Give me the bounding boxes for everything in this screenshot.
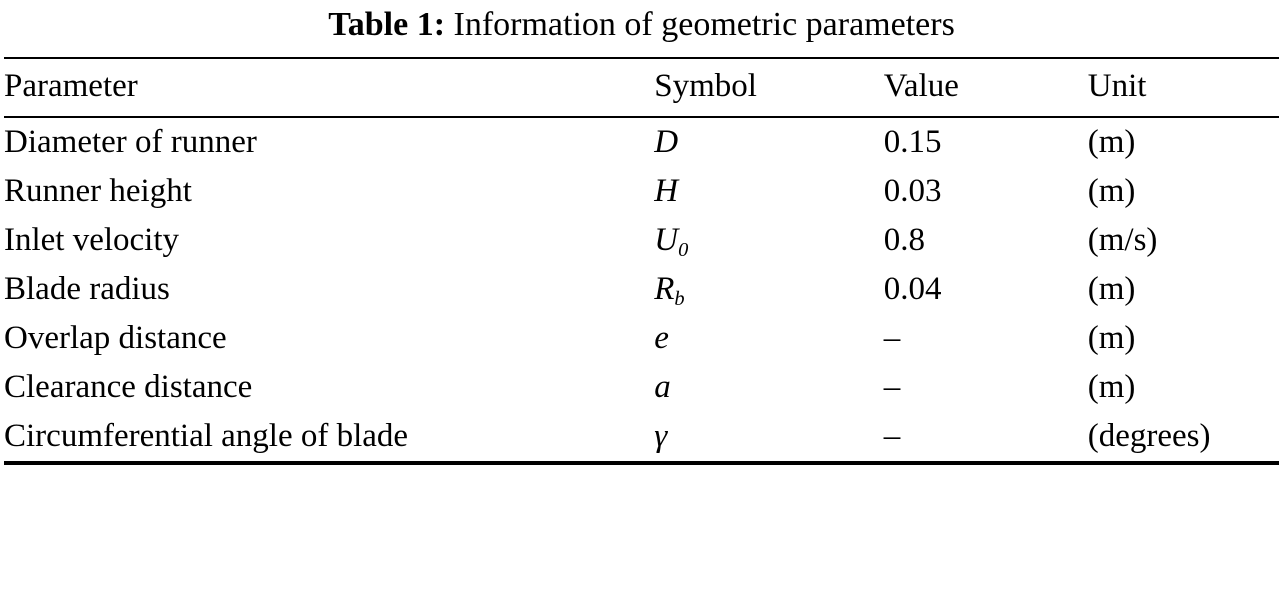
table-caption-text: Information of geometric parameters (453, 6, 955, 43)
table-row (4, 265, 1279, 314)
cell-unit: (m) (1087, 320, 1136, 357)
table-row (4, 117, 1279, 167)
cell-value: – (883, 418, 901, 455)
cell-symbol (654, 265, 884, 314)
cell-value: 0.8 (883, 222, 925, 259)
cell-unit: (m) (1087, 271, 1136, 308)
table-row (4, 167, 1279, 216)
cell-parameter: Runner height (4, 173, 192, 210)
table-header-row (4, 58, 1279, 117)
cell-symbol (654, 117, 884, 167)
cell-symbol (654, 216, 884, 265)
cell-symbol (654, 412, 884, 463)
symbol-text: e (654, 320, 669, 357)
table-row (4, 216, 1279, 265)
cell-parameter: Inlet velocity (4, 222, 180, 259)
cell-unit: (m/s) (1087, 222, 1158, 259)
cell-parameter: Clearance distance (4, 369, 253, 406)
column-header-symbol: Symbol (654, 68, 757, 105)
table-body (4, 117, 1279, 463)
symbol-text: D (654, 124, 679, 161)
cell-unit: (degrees) (1087, 418, 1211, 455)
symbol-subscript: b (674, 288, 685, 311)
cell-symbol (654, 167, 884, 216)
symbol-base: U (654, 222, 679, 259)
geometric-parameters-table (4, 57, 1279, 465)
cell-parameter: Diameter of runner (4, 124, 257, 161)
cell-unit: (m) (1087, 173, 1136, 210)
column-header-parameter: Parameter (4, 68, 138, 105)
symbol-base: R (654, 271, 675, 308)
symbol-text (654, 222, 689, 262)
column-header-unit: Unit (1087, 68, 1147, 105)
cell-parameter: Overlap distance (4, 320, 227, 357)
cell-value: – (883, 369, 901, 406)
symbol-subscript: 0 (678, 239, 689, 262)
table-header (4, 58, 1279, 117)
symbol-text (654, 271, 685, 311)
cell-symbol (654, 314, 884, 363)
symbol-text: γ (654, 418, 668, 455)
cell-value: – (883, 320, 901, 357)
cell-unit: (m) (1087, 369, 1136, 406)
table-row (4, 363, 1279, 412)
symbol-text: a (654, 369, 671, 406)
cell-parameter: Circumferential angle of blade (4, 418, 409, 455)
cell-symbol (654, 363, 884, 412)
cell-value: 0.03 (883, 173, 942, 210)
table-caption (4, 0, 1279, 57)
cell-value: 0.15 (883, 124, 942, 161)
cell-value: 0.04 (883, 271, 942, 308)
cell-unit: (m) (1087, 124, 1136, 161)
column-header-value: Value (883, 68, 959, 105)
table-caption-label: Table 1: (328, 6, 446, 43)
symbol-text: H (654, 173, 679, 210)
table-row (4, 412, 1279, 463)
cell-parameter: Blade radius (4, 271, 170, 308)
table-row (4, 314, 1279, 363)
